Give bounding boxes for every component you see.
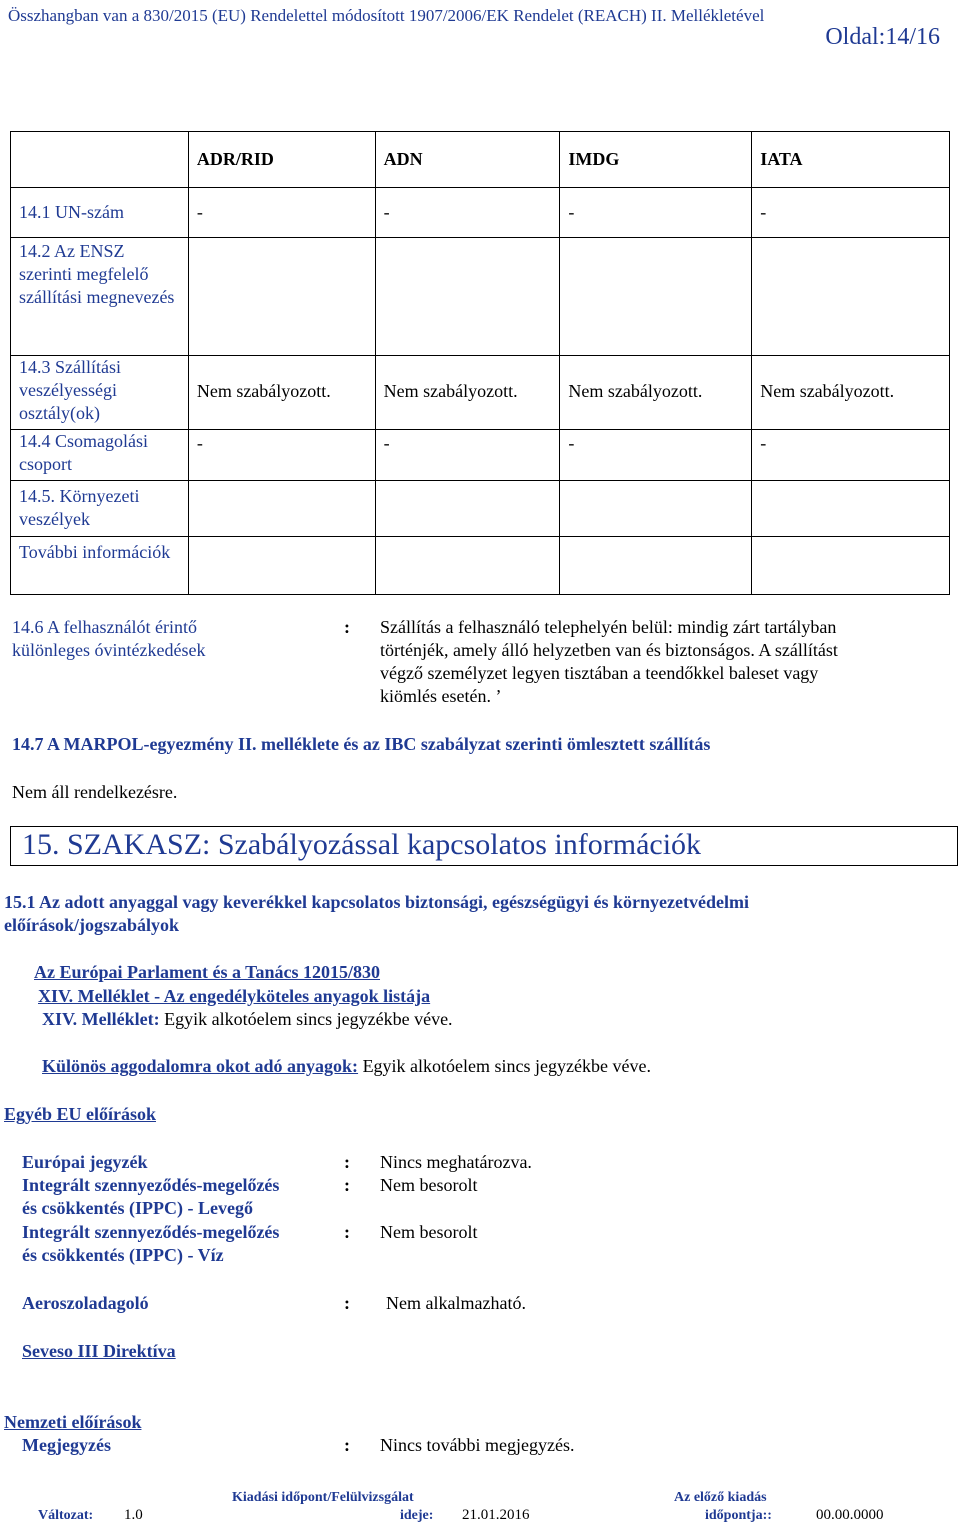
table-cell: - [188, 430, 375, 481]
footer-issue-label2: ideje: [400, 1508, 434, 1523]
ippc-water-colon: : [344, 1222, 350, 1242]
section-15-title: 15. SZAKASZ: Szabályozással kapcsolatos információk [22, 828, 702, 861]
table-row [11, 238, 950, 356]
annex-xiv-value: Egyik alkotóelem sincs jegyzékbe véve. [159, 1009, 453, 1029]
table-cell: Nem szabályozott. [188, 356, 375, 430]
table-cell [375, 481, 560, 537]
table-cell [752, 238, 950, 356]
table-row [11, 481, 950, 537]
footer-version-value: 1.0 [124, 1507, 143, 1523]
footer-issue-date: 21.01.2016 [462, 1507, 530, 1523]
svhc-value: Egyik alkotóelem sincs jegyzékbe véve. [358, 1056, 651, 1076]
annex-xiv-heading: XIV. Melléklet - Az engedélyköteles anyagok listája [38, 986, 431, 1006]
aerosol-value: Nem alkalmazható. [386, 1293, 526, 1313]
s14-6-colon: : [344, 617, 350, 637]
table-cell [188, 238, 375, 356]
document-header-title: Összhangban van a 830/2015 (EU) Rendelettel módosított 1907/2006/EK Rendelet (REACH) II. Mellékletével [8, 6, 765, 25]
national-regulations-heading: Nemzeti előírások [4, 1412, 142, 1432]
transport-table [10, 131, 950, 595]
footer-version-label: Változat: [38, 1508, 94, 1523]
annex-xiv-label: XIV. Melléklet: [42, 1009, 160, 1029]
table-cell: - [560, 188, 752, 238]
annex-xiv-line [42, 1009, 453, 1030]
column-header-iata: IATA [752, 132, 950, 188]
table-cell: Nem szabályozott. [752, 356, 950, 430]
table-cell [560, 238, 752, 356]
table-row [11, 537, 950, 595]
table-cell [752, 481, 950, 537]
aerosol-label: Aeroszoladagoló [22, 1293, 149, 1313]
column-header-adr-rid: ADR/RID [188, 132, 375, 188]
s14-6-text-line: Szállítás a felhasználó telephelyén belül: mindig zárt tartályban [380, 617, 837, 637]
row-label-un-number: 14.1 UN-szám [11, 188, 189, 238]
eu-parliament-heading: Az Európai Parlament és a Tanács 12015/830 [34, 962, 381, 982]
transport-table-header [11, 132, 950, 188]
ippc-water-value: Nem besorolt [380, 1222, 478, 1242]
column-header-imdg: IMDG [560, 132, 752, 188]
ippc-water-label-line2: és csökkentés (IPPC) - Víz [22, 1245, 224, 1265]
table-cell [188, 537, 375, 595]
table-cell [375, 537, 560, 595]
table-row [11, 356, 950, 430]
table-row [11, 430, 950, 481]
row-label-hazard-class: 14.3 Szállítási veszélyességi osztály(ok) [11, 356, 189, 430]
row-label-additional-info: További információk [11, 537, 189, 595]
s15-1-title-line2: előírások/jogszabályok [4, 915, 180, 935]
table-cell: Nem szabályozott. [375, 356, 560, 430]
s14-6-label-line1: 14.6 A felhasználót érintő [12, 617, 197, 637]
ippc-air-label-line1: Integrált szennyeződés-megelőzés [22, 1175, 280, 1195]
s14-6-text-line: kiömlés esetén. ’ [380, 686, 502, 706]
aerosol-colon: : [344, 1293, 350, 1313]
table-cell: - [375, 188, 560, 238]
eu-inventory-colon: : [344, 1152, 350, 1172]
page-number: Oldal:14/16 [825, 24, 940, 50]
footer-issue-label: Kiadási időpont/Felülvizsgálat [232, 1490, 414, 1505]
table-cell: - [752, 430, 950, 481]
ippc-air-value: Nem besorolt [380, 1175, 478, 1195]
row-label-shipping-name: 14.2 Az ENSZ szerinti megfelelő szállítási megnevezés [11, 238, 189, 356]
svhc-label: Különös aggodalomra okot adó anyagok: [42, 1056, 359, 1076]
s14-6-text-line: történjék, amely álló helyzetben van és biztonságos. A szállítást [380, 640, 838, 660]
table-cell [752, 537, 950, 595]
s14-7-text: Nem áll rendelkezésre. [12, 782, 178, 802]
s14-6-text-line: végző személyzet legyen tisztában a teendőkkel baleset vagy [380, 663, 819, 683]
table-cell: - [560, 430, 752, 481]
s15-1-title-line1: 15.1 Az adott anyaggal vagy keverékkel kapcsolatos biztonsági, egészségügyi és környezetvédelmi [4, 892, 749, 912]
table-corner-cell [11, 132, 189, 188]
table-cell: - [188, 188, 375, 238]
row-label-environmental-hazards: 14.5. Környezeti veszélyek [11, 481, 189, 537]
ippc-air-label-line2: és csökkentés (IPPC) - Levegő [22, 1198, 253, 1218]
column-header-adn: ADN [375, 132, 560, 188]
table-cell: Nem szabályozott. [560, 356, 752, 430]
table-cell [188, 481, 375, 537]
table-cell: - [752, 188, 950, 238]
ippc-air-colon: : [344, 1175, 350, 1195]
remark-label: Megjegyzés [22, 1435, 111, 1455]
seveso-heading: Seveso III Direktíva [22, 1341, 176, 1361]
other-eu-heading: Egyéb EU előírások [4, 1104, 157, 1124]
table-cell: - [375, 430, 560, 481]
s14-6-label-line2: különleges óvintézkedések [12, 640, 206, 660]
eu-inventory-value: Nincs meghatározva. [380, 1152, 532, 1172]
table-cell [560, 537, 752, 595]
row-label-packing-group: 14.4 Csomagolási csoport [11, 430, 189, 481]
footer-prev-date: 00.00.0000 [816, 1507, 884, 1523]
eu-inventory-label: Európai jegyzék [22, 1152, 148, 1172]
table-row [11, 188, 950, 238]
table-cell [375, 238, 560, 356]
s14-7-title: 14.7 A MARPOL-egyezmény II. melléklete és az IBC szabályzat szerinti ömlesztett szállítás [12, 734, 711, 754]
footer-prev-label: Az előző kiadás [674, 1490, 767, 1505]
table-cell [560, 481, 752, 537]
svhc-line [42, 1056, 651, 1077]
footer-prev-label2: időpontja:: [705, 1508, 772, 1523]
remark-value: Nincs további megjegyzés. [380, 1435, 575, 1455]
ippc-water-label-line1: Integrált szennyeződés-megelőzés [22, 1222, 280, 1242]
remark-colon: : [344, 1435, 350, 1455]
